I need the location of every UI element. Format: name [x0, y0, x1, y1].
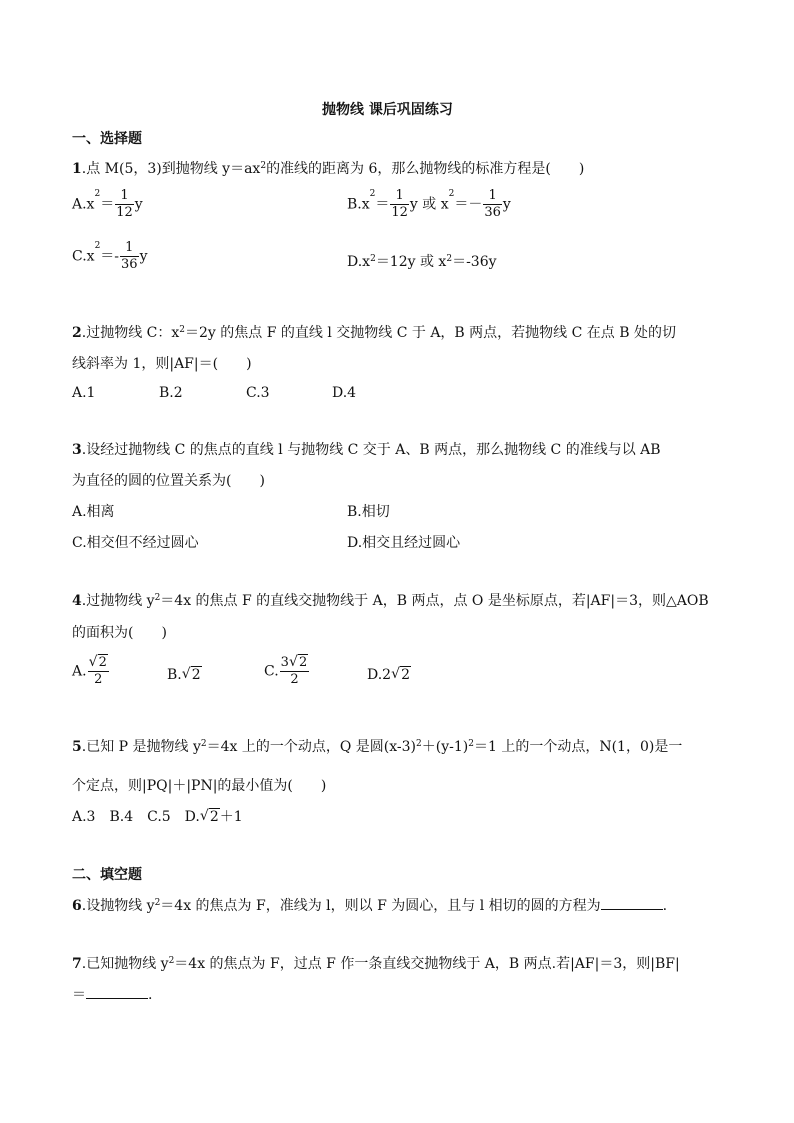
question-2-line-2: 线斜率为 1，则|AF|＝( ): [72, 356, 252, 372]
equals: ＝-: [100, 248, 120, 265]
radicand: 2: [209, 809, 219, 825]
radicand: 2: [98, 655, 107, 670]
option-label: A.x: [72, 196, 95, 213]
fraction: [115, 188, 134, 221]
fraction: [88, 655, 109, 688]
question-7-line-2: [72, 986, 152, 1004]
question-2-option-c: C.3: [246, 385, 270, 401]
period: .: [662, 898, 668, 914]
denominator: 36: [121, 257, 138, 272]
question-5-options: [72, 808, 243, 826]
stem-text: .已知 P 是抛物线 y: [81, 739, 201, 755]
question-number: 4: [72, 593, 82, 609]
numerator: 1: [390, 188, 409, 205]
numerator: 1: [115, 188, 134, 205]
question-7-line-1: [72, 955, 680, 973]
superscript: 2: [416, 739, 422, 749]
stem-text: ＝4x 的焦点为 F，准线为 l，则以 F 为圆心，且与 l 相切的圆的方程为: [160, 898, 601, 914]
superscript: 2: [94, 189, 101, 199]
radicand: 2: [401, 667, 411, 683]
superscript: 2: [446, 254, 453, 264]
stem-text: ＝1 上的一个动点，N(1，0)是一: [473, 739, 683, 755]
numerator: [280, 655, 310, 672]
stem-text: .点 M(5，3)到抛物线 y＝ax: [81, 161, 261, 177]
question-3-option-d: D.相交且经过圆心: [347, 535, 461, 551]
stem-text: ＝4x 的焦点 F 的直线交抛物线于 A，B 两点，点 O 是坐标原点，若|AF|＝3，则△AOB: [160, 593, 709, 609]
question-3-option-c: C.相交但不经过圆心: [72, 535, 199, 551]
question-3-option-b: B.相切: [347, 504, 390, 520]
coefficient: 3: [280, 655, 289, 670]
question-3-line-2: 为直径的圆的位置关系为( ): [72, 473, 265, 489]
superscript: 2: [260, 161, 267, 171]
numerator: 1: [483, 188, 502, 205]
page-title: 抛物线 课后巩固练习: [322, 102, 453, 118]
question-2-option-a: A.1: [72, 385, 96, 401]
question-number: 7: [72, 956, 82, 972]
question-6: [72, 897, 667, 915]
equals: ＝－: [454, 196, 483, 213]
fraction: [390, 188, 409, 221]
question-1-option-a: [72, 188, 143, 221]
superscript: 2: [154, 898, 161, 908]
superscript: 2: [179, 325, 185, 335]
stem-text: .已知抛物线 y: [81, 956, 169, 972]
fraction: [483, 188, 502, 221]
radicand: 2: [191, 667, 201, 683]
superscript: 2: [448, 189, 455, 199]
stem-text: .设经过抛物线 C 的焦点的直线 l 与抛物线 C 交于 A、B 两点，那么抛物线 C 的准线与以 AB: [81, 442, 661, 458]
superscript: 2: [468, 739, 474, 749]
stem-text: .过抛物线 C：x: [81, 325, 180, 341]
superscript: 2: [154, 593, 161, 603]
text: y 或 x: [409, 196, 449, 213]
denominator: 36: [484, 205, 501, 220]
option-label: C.: [264, 663, 279, 680]
question-1-option-c: [72, 240, 148, 273]
answer-blank[interactable]: [86, 986, 148, 999]
text: ＝-36y: [452, 254, 497, 270]
stem-text: ＝2y 的焦点 F 的直线 l 交抛物线 C 于 A，B 两点，若抛物线 C 在点 B 处的切: [185, 325, 676, 341]
sqrt: √ 2: [88, 654, 107, 670]
question-number: 2: [72, 325, 82, 341]
question-4-option-c: [264, 655, 310, 688]
question-4-option-b: [167, 666, 202, 684]
fraction: [120, 240, 139, 273]
stem-text: ＝4x 的焦点为 F，过点 F 作一条直线交抛物线于 A，B 两点.若|AF|＝3，则|BF|: [174, 956, 680, 972]
sqrt: √ 2: [288, 654, 308, 670]
question-2-option-d: D.4: [332, 385, 357, 401]
question-4-line-1: [72, 592, 709, 610]
question-2-option-b: B.2: [159, 385, 183, 401]
stem-text: .过抛物线 y: [81, 593, 155, 609]
question-2-line-1: [72, 324, 676, 342]
numerator: [88, 655, 109, 672]
stem-text: ＋(y-1): [421, 739, 469, 755]
question-5-line-2: 个定点，则|PQ|＋|PN|的最小值为( ): [72, 778, 327, 794]
question-number: 6: [72, 898, 82, 914]
question-4-option-a: [72, 655, 110, 688]
denominator: 2: [94, 672, 103, 687]
question-1-stem: [72, 160, 584, 178]
equals: ＝: [375, 196, 390, 213]
question-3-line-1: [72, 441, 661, 459]
text: ＋1: [219, 809, 243, 825]
sqrt: √ 2: [181, 666, 201, 683]
superscript: 2: [369, 189, 376, 199]
option-label: D.x: [347, 254, 371, 270]
radicand: 2: [298, 655, 308, 670]
question-1-option-b: [347, 188, 511, 221]
numerator: 1: [120, 240, 139, 257]
question-number: 1: [72, 161, 82, 177]
section-heading-choice: 一、选择题: [72, 131, 142, 147]
variable: y: [139, 248, 148, 265]
question-5-line-1: [72, 738, 682, 756]
denominator: 12: [116, 205, 133, 220]
period: .: [148, 987, 153, 1003]
superscript: 2: [200, 739, 207, 749]
superscript: 2: [94, 241, 101, 251]
fraction: [280, 655, 310, 688]
stem-text: 的准线的距离为 6，那么抛物线的标准方程是( ): [266, 161, 585, 177]
options-text: A.3 B.4 C.5 D.: [72, 809, 200, 825]
option-label: D.2: [367, 667, 392, 683]
section-heading-fill: 二、填空题: [72, 867, 142, 883]
variable: y: [502, 196, 511, 213]
text: ＝12y 或 x: [375, 254, 447, 270]
stem-text: ＝4x 上的一个动点，Q 是圆(x-3): [206, 739, 417, 755]
option-label: A.: [72, 663, 87, 680]
equals: ＝: [100, 196, 115, 213]
superscript: 2: [168, 956, 175, 966]
question-1-option-d: [347, 253, 497, 271]
option-label: B.: [167, 667, 182, 683]
denominator: 2: [290, 672, 299, 687]
question-4-line-2: 的面积为( ): [72, 625, 167, 641]
answer-blank[interactable]: [601, 897, 663, 910]
option-label: B.x: [347, 196, 370, 213]
option-label: C.x: [72, 248, 95, 265]
sqrt: √ 2: [199, 808, 219, 825]
variable: y: [134, 196, 143, 213]
question-number: 3: [72, 442, 82, 458]
stem-text: .设抛物线 y: [81, 898, 155, 914]
equals: ＝: [72, 987, 86, 1003]
question-3-option-a: A.相离: [72, 504, 115, 520]
superscript: 2: [370, 254, 376, 264]
sqrt: √ 2: [391, 666, 411, 683]
denominator: 12: [391, 205, 408, 220]
question-number: 5: [72, 739, 82, 755]
question-4-option-d: [367, 666, 411, 684]
